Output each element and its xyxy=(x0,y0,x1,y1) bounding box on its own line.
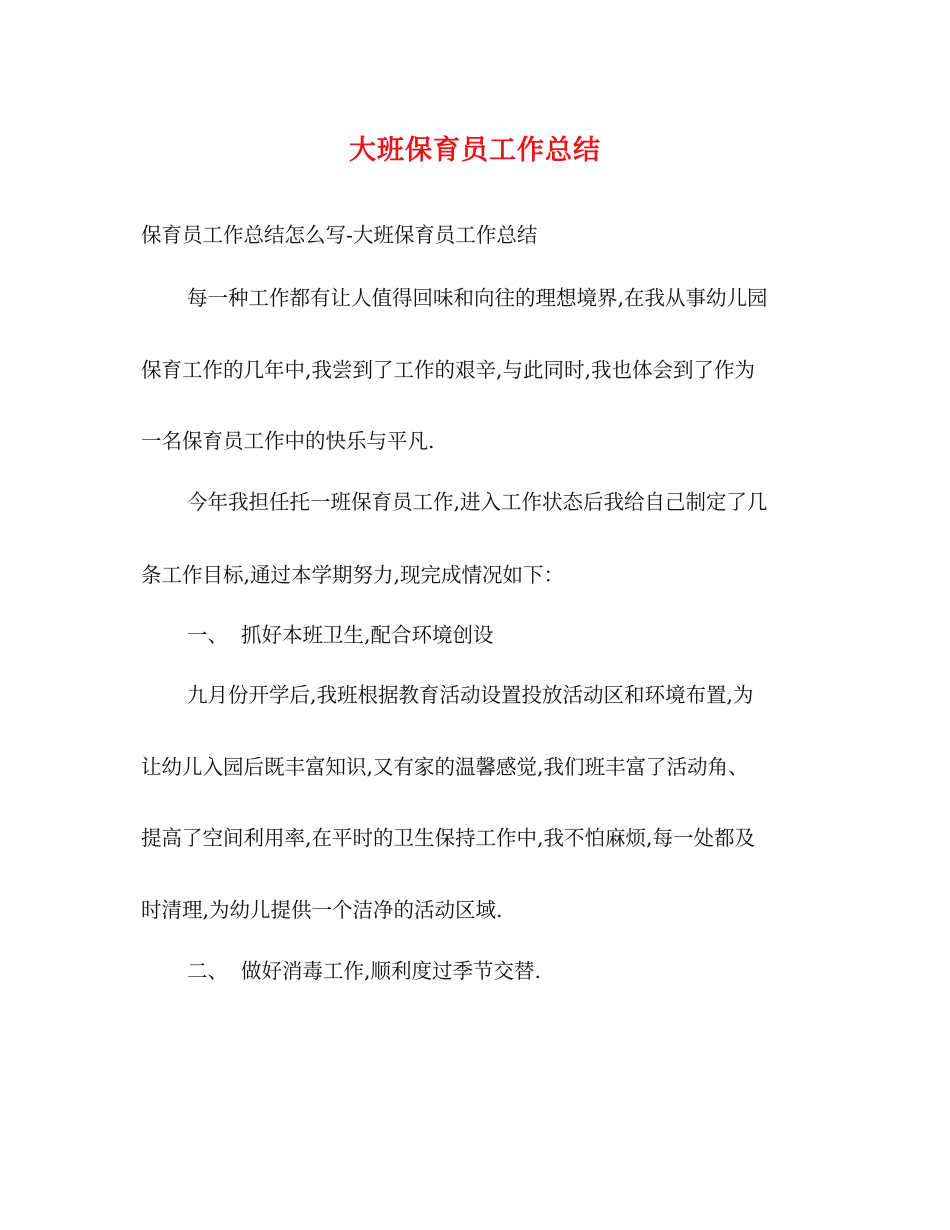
subtitle-line: 保育员工作总结怎么写-大班保育员工作总结 xyxy=(141,223,538,247)
section-heading-2: 二、 做好消毒工作,顺利度过季节交替. xyxy=(187,959,542,983)
paragraph-line: 一名保育员工作中的快乐与平凡. xyxy=(141,429,435,453)
paragraph-line: 提高了空间利用率,在平时的卫生保持工作中,我不怕麻烦,每一处都及 xyxy=(141,826,756,850)
paragraph-line: 每一种工作都有让人值得回味和向往的理想境界,在我从事幼儿园 xyxy=(187,286,768,310)
paragraph-line: 条工作目标,通过本学期努力,现完成情况如下： xyxy=(141,563,565,587)
document-title: 大班保育员工作总结 xyxy=(349,135,601,166)
paragraph-line: 九月份开学后,我班根据教育活动设置投放活动区和环境布置,为 xyxy=(187,683,754,707)
paragraph-line: 时清理,为幼儿提供一个洁净的活动区域. xyxy=(141,898,503,922)
paragraph-line: 让幼儿入园后既丰富知识,又有家的温馨感觉,我们班丰富了活动角、 xyxy=(141,755,749,779)
paragraph-line: 今年我担任托一班保育员工作,进入工作状态后我给自己制定了几 xyxy=(187,490,768,514)
paragraph-line: 保育工作的几年中,我尝到了工作的艰辛,与此同时,我也体会到了作为 xyxy=(141,358,756,382)
section-heading-1: 一、 抓好本班卫生,配合环境创设 xyxy=(187,623,494,647)
